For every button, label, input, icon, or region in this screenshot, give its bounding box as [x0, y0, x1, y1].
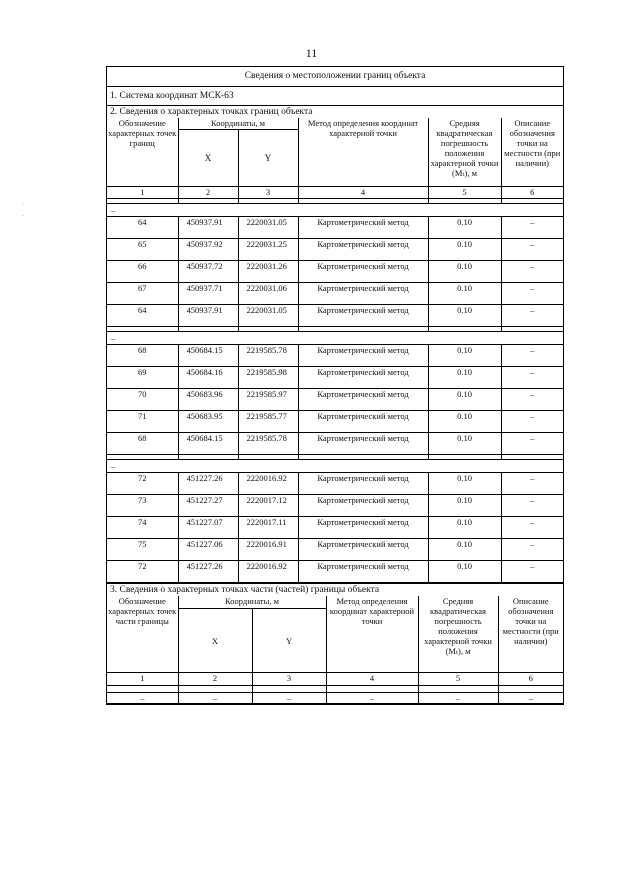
x-coordinate-cell: 450683.95: [178, 411, 238, 433]
error-cell: 0.10: [428, 411, 501, 433]
description-cell: –: [501, 473, 563, 495]
column-numbers-row: [107, 187, 563, 199]
method-cell: Картометрический метод: [298, 283, 428, 305]
description-cell: –: [501, 367, 563, 389]
point-id-cell: 65: [107, 239, 178, 261]
table-row: [107, 389, 563, 411]
table-row: [107, 473, 563, 495]
col-number: 6: [498, 673, 563, 686]
col-number: 1: [107, 187, 178, 199]
header-x: X: [178, 609, 252, 673]
header-y: Y: [252, 609, 326, 673]
description-cell: –: [501, 561, 563, 583]
col-number: 5: [418, 673, 498, 686]
cell: –: [326, 693, 418, 704]
group-separator: –: [107, 332, 563, 345]
col-number: 1: [107, 673, 178, 686]
y-coordinate-cell: 2219585.98: [238, 367, 298, 389]
x-coordinate-cell: 450683.96: [178, 389, 238, 411]
table-row: [107, 283, 563, 305]
error-cell: 0.10: [428, 433, 501, 455]
section-3-table: [107, 596, 563, 704]
point-id-cell: 72: [107, 561, 178, 583]
x-coordinate-cell: 450937.71: [178, 283, 238, 305]
col-number: 3: [238, 187, 298, 199]
description-cell: –: [501, 239, 563, 261]
method-cell: Картометрический метод: [298, 345, 428, 367]
table-row: [107, 345, 563, 367]
x-coordinate-cell: 450684.15: [178, 433, 238, 455]
cell: –: [178, 693, 252, 704]
method-cell: Картометрический метод: [298, 367, 428, 389]
group-separator-row: [107, 204, 563, 217]
point-id-cell: 72: [107, 473, 178, 495]
spacer-row: [107, 686, 563, 693]
description-cell: –: [501, 495, 563, 517]
error-cell: 0.10: [428, 261, 501, 283]
section-1-title: 1. Система координат МСК-63: [107, 86, 563, 105]
table-row: [107, 693, 563, 704]
point-id-cell: 68: [107, 345, 178, 367]
col-number: 2: [178, 673, 252, 686]
method-cell: Картометрический метод: [298, 433, 428, 455]
cell: –: [252, 693, 326, 704]
point-id-cell: 64: [107, 217, 178, 239]
y-coordinate-cell: 2220031.05: [238, 305, 298, 327]
header-method: Метод определения координат характерной точки: [326, 596, 418, 673]
y-coordinate-cell: 2219585.78: [238, 345, 298, 367]
point-id-cell: 67: [107, 283, 178, 305]
document-title: Сведения о местоположении границ объекта: [244, 71, 426, 81]
method-cell: Картометрический метод: [298, 561, 428, 583]
error-cell: 0.10: [428, 389, 501, 411]
x-coordinate-cell: 450684.15: [178, 345, 238, 367]
cell: –: [107, 693, 178, 704]
x-coordinate-cell: 451227.26: [178, 473, 238, 495]
point-id-cell: 75: [107, 539, 178, 561]
x-coordinate-cell: 451227.07: [178, 517, 238, 539]
col-number: 4: [326, 673, 418, 686]
description-cell: –: [501, 217, 563, 239]
y-coordinate-cell: 2220017.11: [238, 517, 298, 539]
y-coordinate-cell: 2220017.12: [238, 495, 298, 517]
point-id-cell: 66: [107, 261, 178, 283]
cell: –: [418, 693, 498, 704]
description-cell: –: [501, 539, 563, 561]
point-id-cell: 64: [107, 305, 178, 327]
group-separator: –: [107, 460, 563, 473]
error-cell: 0.10: [428, 561, 501, 583]
header-error: Средняя квадратическая погрешность положения характерной точки (Mₜ), м: [428, 118, 501, 187]
y-coordinate-cell: 2219585.77: [238, 411, 298, 433]
point-id-cell: 69: [107, 367, 178, 389]
table-row: [107, 539, 563, 561]
method-cell: Картометрический метод: [298, 539, 428, 561]
description-cell: –: [501, 283, 563, 305]
point-id-cell: 70: [107, 389, 178, 411]
error-cell: 0.10: [428, 239, 501, 261]
table-row: [107, 217, 563, 239]
col-number: 4: [298, 187, 428, 199]
description-cell: –: [501, 411, 563, 433]
header-coordinates: Координаты, м: [178, 118, 298, 130]
description-cell: –: [501, 517, 563, 539]
section-2-table: [107, 118, 563, 583]
y-coordinate-cell: 2220016.91: [238, 539, 298, 561]
column-numbers-row: [107, 673, 563, 686]
scan-mark: ·: [22, 212, 25, 220]
method-cell: Картометрический метод: [298, 305, 428, 327]
scan-mark: ·: [22, 200, 25, 208]
error-cell: 0.10: [428, 345, 501, 367]
method-cell: Картометрический метод: [298, 217, 428, 239]
header-description: Описание обозначения точки на местности (при наличии): [501, 118, 563, 187]
header-x: X: [178, 130, 238, 187]
cell: –: [498, 693, 563, 704]
group-separator-row: [107, 460, 563, 473]
table-row: [107, 305, 563, 327]
x-coordinate-cell: 451227.06: [178, 539, 238, 561]
x-coordinate-cell: 450937.92: [178, 239, 238, 261]
description-cell: –: [501, 433, 563, 455]
col-number: 2: [178, 187, 238, 199]
method-cell: Картометрический метод: [298, 239, 428, 261]
x-coordinate-cell: 451227.27: [178, 495, 238, 517]
y-coordinate-cell: 2220016.92: [238, 561, 298, 583]
y-coordinate-cell: 2220031.25: [238, 239, 298, 261]
table-row: [107, 261, 563, 283]
error-cell: 0.10: [428, 473, 501, 495]
error-cell: 0.10: [428, 305, 501, 327]
error-cell: 0.10: [428, 495, 501, 517]
method-cell: Картометрический метод: [298, 261, 428, 283]
method-cell: Картометрический метод: [298, 495, 428, 517]
table-row: [107, 561, 563, 583]
header-error: Средняя квадратическая погрешность положения характерной точки (Mₜ), м: [418, 596, 498, 673]
table-row: [107, 517, 563, 539]
description-cell: –: [501, 345, 563, 367]
x-coordinate-cell: 451227.26: [178, 561, 238, 583]
header-designation: Обозначение характерных точек границ: [107, 118, 178, 187]
col-number: 6: [501, 187, 563, 199]
group-separator: –: [107, 204, 563, 217]
method-cell: Картометрический метод: [298, 517, 428, 539]
y-coordinate-cell: 2219585.97: [238, 389, 298, 411]
error-cell: 0.10: [428, 539, 501, 561]
method-cell: Картометрический метод: [298, 389, 428, 411]
boundary-document: [106, 66, 564, 705]
y-coordinate-cell: 2220031.26: [238, 261, 298, 283]
method-cell: Картометрический метод: [298, 411, 428, 433]
method-cell: Картометрический метод: [298, 473, 428, 495]
table-row: [107, 411, 563, 433]
y-coordinate-cell: 2220031.05: [238, 217, 298, 239]
section-3-title: 3. Сведения о характерных точках части (частей) границы объекта: [107, 583, 563, 596]
description-cell: –: [501, 261, 563, 283]
table-row: [107, 433, 563, 455]
point-id-cell: 71: [107, 411, 178, 433]
x-coordinate-cell: 450684.16: [178, 367, 238, 389]
description-cell: –: [501, 305, 563, 327]
description-cell: –: [501, 389, 563, 411]
group-separator-row: [107, 332, 563, 345]
point-id-cell: 74: [107, 517, 178, 539]
header-coordinates: Координаты, м: [178, 596, 326, 609]
x-coordinate-cell: 450937.91: [178, 217, 238, 239]
header-y: Y: [238, 130, 298, 187]
header-designation: Обозначение характерных точек части границы: [107, 596, 178, 673]
header-description: Описание обозначения точки на местности (при наличии): [498, 596, 563, 673]
x-coordinate-cell: 450937.91: [178, 305, 238, 327]
section-2-title: 2. Сведения о характерных точках границ объекта: [107, 105, 563, 118]
page-number: 11: [305, 46, 318, 60]
error-cell: 0.10: [428, 217, 501, 239]
error-cell: 0.10: [428, 283, 501, 305]
col-number: 5: [428, 187, 501, 199]
point-id-cell: 68: [107, 433, 178, 455]
error-cell: 0.10: [428, 517, 501, 539]
header-method: Метод определения координат характерной точки: [298, 118, 428, 187]
table-row: [107, 495, 563, 517]
col-number: 3: [252, 673, 326, 686]
y-coordinate-cell: 2220031.06: [238, 283, 298, 305]
error-cell: 0.10: [428, 367, 501, 389]
y-coordinate-cell: 2219585.78: [238, 433, 298, 455]
x-coordinate-cell: 450937.72: [178, 261, 238, 283]
table-row: [107, 367, 563, 389]
point-id-cell: 73: [107, 495, 178, 517]
y-coordinate-cell: 2220016.92: [238, 473, 298, 495]
table-row: [107, 239, 563, 261]
